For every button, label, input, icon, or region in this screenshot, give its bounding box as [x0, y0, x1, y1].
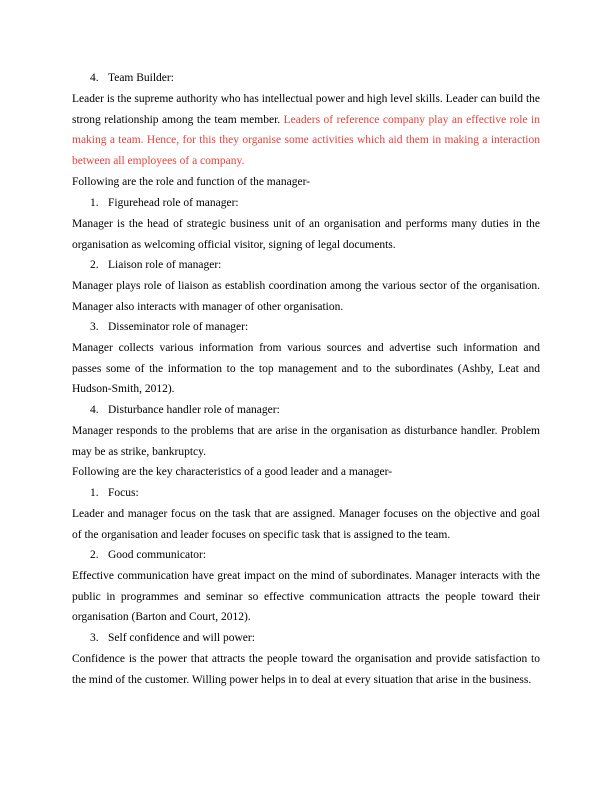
intro-roles: Following are the role and function of the manager- — [72, 176, 310, 188]
paragraph-communicator: Effective communication have great impact on the mind of subordinates. Manager interacts with the public in programmes and seminar so effective communication attracts the people toward their organisation (Barton and Court, 2012). — [72, 570, 540, 624]
paragraph-figurehead: Manager is the head of strategic business unit of an organisation and performs many duties in the organisation as welcoming official visitor, signing of legal documents. — [72, 218, 540, 251]
team-text-highlighted: Leaders of reference company play an effective role in making a team. Hence, for this they organise some activities which aid them in making a interaction between all employees of a company. — [72, 113, 541, 167]
paragraph-disturbance: Manager responds to the problems that are arise in the organisation as disturbance handler. Problem may be as strike, bankruptcy. — [72, 425, 540, 458]
paragraph-disseminator: Manager collects various information from various sources and advertise such information and passes some of the information to the top management and to the subordinates (Ashby, Leat and Hudson-Smith, 2012). — [72, 342, 540, 396]
paragraph-focus: Leader and manager focus on the task that are assigned. Manager focuses on the objective and goal of the organisation and leader focuses on specific task that is assigned to the team. — [72, 508, 540, 541]
paragraph-self-confidence: Confidence is the power that attracts the people toward the organisation and provide satisfaction to the mind of the customer. Willing power helps in to deal at every situation that arise in the business. — [72, 653, 540, 686]
paragraph-team-builder — [72, 89, 540, 171]
intro-characteristics: Following are the key characteristics of a good leader and a manager- — [72, 466, 393, 478]
team-text-black: Leader is the supreme authority who has intellectual power and high level skills. Leader can build the strong relationship among the team member. — [72, 93, 540, 126]
paragraph-liaison: Manager plays role of liaison as establish coordination among the various sector of the organisation. Manager also interacts with manager of other organisation. — [72, 280, 540, 313]
document-page: 4. Team Builder: Leader is the supreme authority who has intellectual power and high level skills. Leader can build the strong relationship among the team member. Leaders of reference company play an effective role in making a team. Hence, for this they organise some activities which aid them in making a interaction between all employees of a company. Following are the role and function of the manager- 1. Figurehead role of manager: Manager is the head of strategic business unit of an organisation and performs many duties in the organisation as welcoming official visitor, signing of legal documents. 2. Liaison role of manager: Manager plays role of liaison as establish coordination among the various sector of the organisation. Manager also interacts with manager of other organisation. 3. Disseminator role of manager: Manager collects various information from various sources and advertise such information and passes some of the information to the top management and to the subordinates (Ashby, Leat and Hudson-Smith, 2012). 4. Disturbance handler role of manager: Manager responds to the problems that are arise in the organisation as disturbance handler. Problem may be as strike, bankruptcy. Following are the key characteristics of a good leader and a manager- 1. Focus: Leader and manager focus on the task that are assigned. Manager focuses on the objective and goal of the organisation and leader focuses on specific task that is assigned to the team. 2. Good communicator: Effective communication have great impact on the mind of subordinates. Manager interacts with the public in programmes and seminar so effective communication attracts the people toward their organisation (Barton and Court, 2012). 3. Self confidence and will power: Confidence is the power that attracts the people toward the organisation and provide satisfaction to the mind of the customer. Willing power helps in to deal at every situation that arise in the business. — [0, 0, 612, 792]
